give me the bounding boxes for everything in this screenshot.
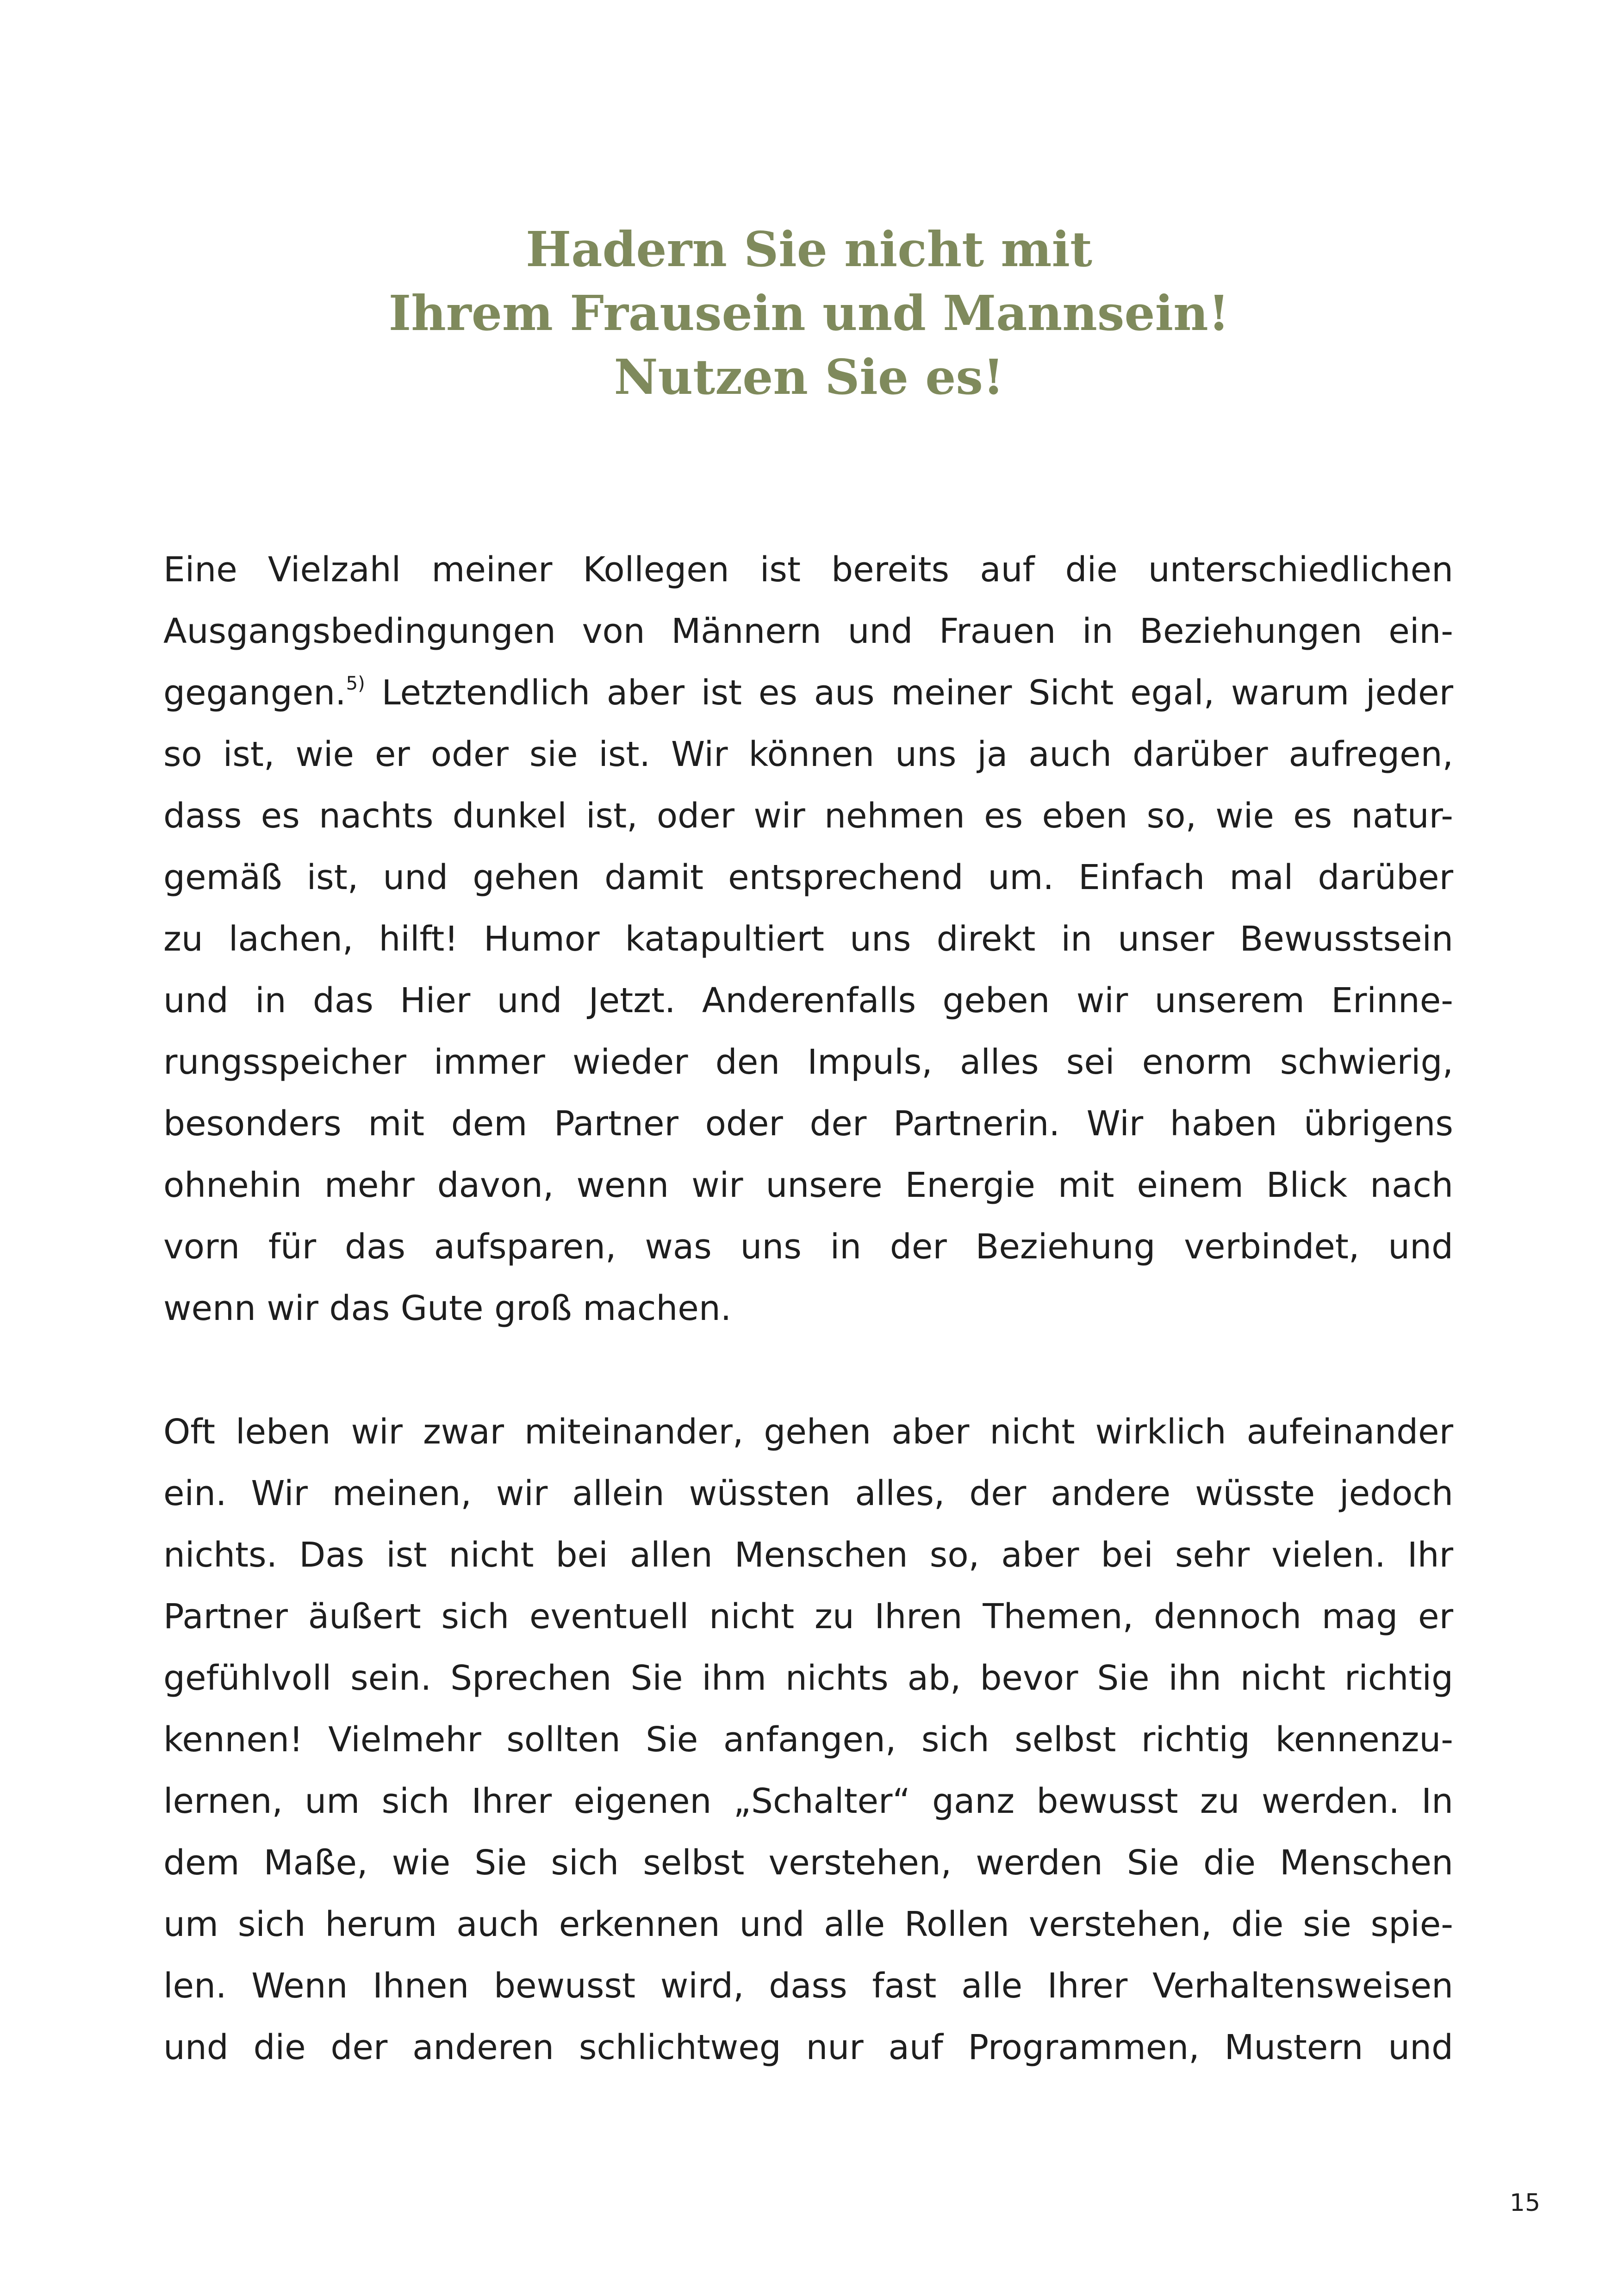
text-line: len. Wenn Ihnen bewusst wird, dass fast alle Ihrer Verhaltensweisen <box>163 1966 1453 2006</box>
text-line: dem Maße, wie Sie sich selbst verstehen, werden Sie die Menschen <box>163 1843 1453 1883</box>
text-line: Partner äußert sich eventuell nicht zu Ihren Themen, dennoch mag er <box>163 1597 1453 1636</box>
chapter-heading <box>0 218 1618 409</box>
text-line: zu lachen, hilft! Humor katapultiert uns direkt in unser Bewusstsein <box>163 919 1453 959</box>
footnote-reference: 5) <box>346 673 365 694</box>
text-line: Oft leben wir zwar miteinander, gehen aber nicht wirklich aufeinander <box>163 1412 1453 1452</box>
text-line: lernen, um sich Ihrer eigenen „Schalter“ ganz bewusst zu werden. In <box>163 1781 1453 1821</box>
text-line: kennen! Vielmehr sollten Sie anfangen, sich selbst richtig kennenzu- <box>163 1720 1453 1760</box>
text-line: um sich herum auch erkennen und alle Rollen verstehen, die sie spie- <box>163 1904 1453 1944</box>
text-fragment: gegangen. <box>163 673 346 713</box>
text-line: und die der anderen schlichtweg nur auf Programmen, Mustern und <box>163 2028 1453 2067</box>
text-line: dass es nachts dunkel ist, oder wir nehmen es eben so, wie es natur- <box>163 796 1453 836</box>
page-number: 15 <box>1509 2189 1541 2217</box>
text-line: nichts. Das ist nicht bei allen Menschen so, aber bei sehr vielen. Ihr <box>163 1535 1453 1575</box>
text-fragment: Letztendlich aber ist es aus meiner Sicht egal, warum jeder <box>365 673 1453 713</box>
text-line <box>163 662 1453 724</box>
text-line: und in das Hier und Jetzt. Anderenfalls geben wir unserem Erinne- <box>163 981 1453 1020</box>
text-line: rungsspeicher immer wieder den Impuls, alles sei enorm schwierig, <box>163 1042 1453 1082</box>
paragraph-1 <box>163 539 1453 1339</box>
text-line: vorn für das aufsparen, was uns in der Beziehung verbindet, und <box>163 1227 1453 1267</box>
text-line: gefühlvoll sein. Sprechen Sie ihm nichts ab, bevor Sie ihn nicht richtig <box>163 1658 1453 1698</box>
text-line: Ausgangsbedingungen von Männern und Frauen in Beziehungen ein- <box>163 611 1453 651</box>
text-line: ohnehin mehr davon, wenn wir unsere Energie mit einem Blick nach <box>163 1165 1453 1205</box>
text-line: wenn wir das Gute groß machen. <box>163 1288 732 1328</box>
text-line: so ist, wie er oder sie ist. Wir können uns ja auch darüber aufregen, <box>163 734 1453 774</box>
text-line: ein. Wir meinen, wir allein wüssten alles, der andere wüsste jedoch <box>163 1474 1453 1513</box>
heading-line: Nutzen Sie es! <box>614 348 1004 405</box>
text-line: gemäß ist, und gehen damit entsprechend um. Einfach mal darüber <box>163 858 1453 897</box>
text-line: besonders mit dem Partner oder der Partnerin. Wir haben übrigens <box>163 1104 1453 1144</box>
paragraph-2 <box>163 1401 1453 2078</box>
heading-line: Ihrem Frausein und Mannsein! <box>388 285 1230 342</box>
heading-line: Hadern Sie nicht mit <box>525 221 1093 278</box>
text-line: Eine Vielzahl meiner Kollegen ist bereits auf die unterschiedlichen <box>163 550 1453 590</box>
